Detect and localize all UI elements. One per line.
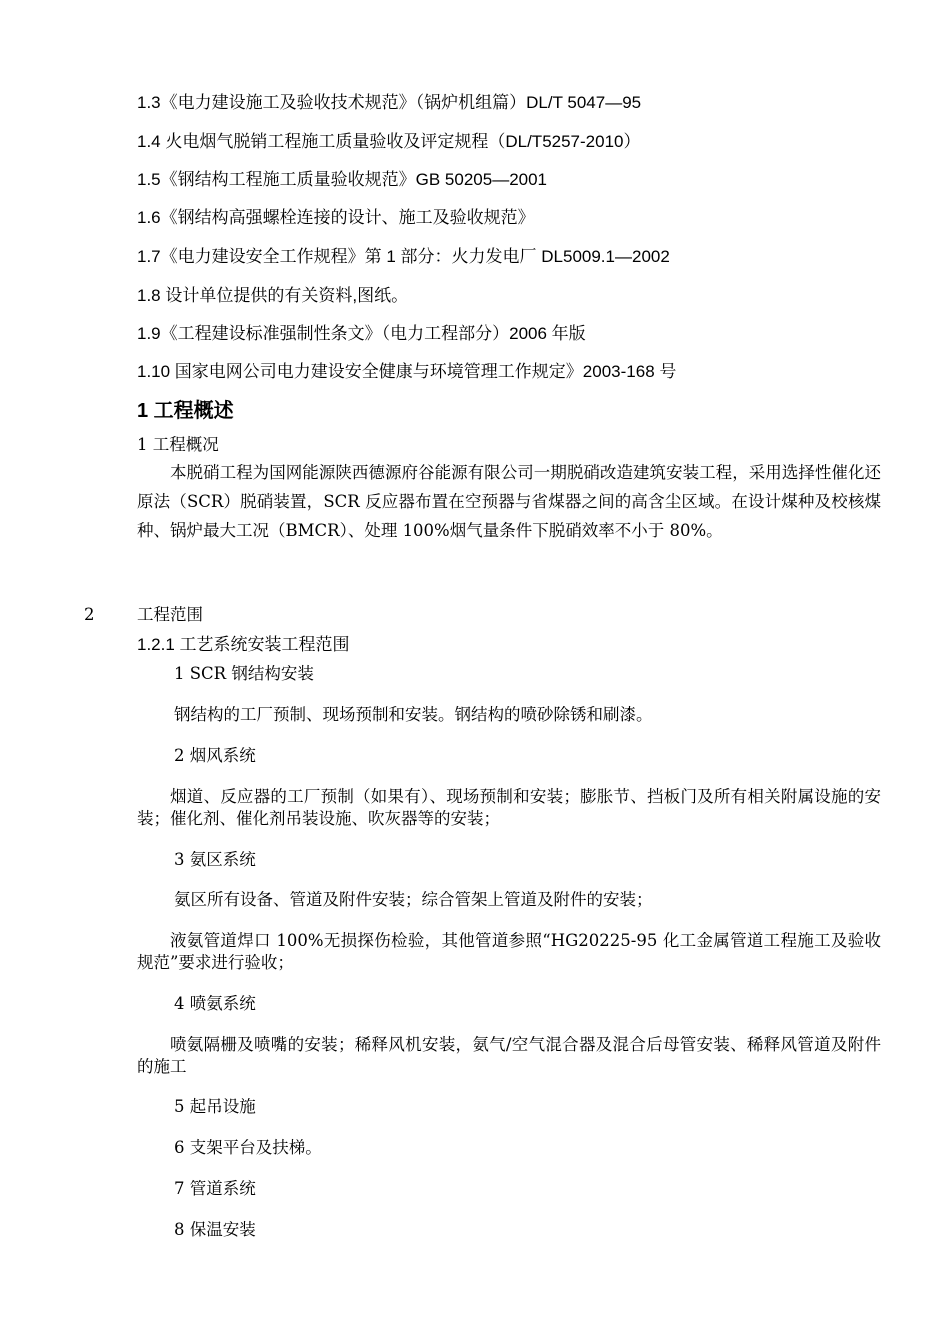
reference-item: 1.3《电力建设施工及验收技术规范》（锅炉机组篇）DL/T 5047—95 <box>137 93 642 112</box>
section-heading-overview: 1 工程概述 <box>137 400 234 422</box>
scope-item-title: 4 喷氨系统 <box>174 994 256 1013</box>
section-title-scope: 工程范围 <box>137 605 203 624</box>
scope-item-title: 6 支架平台及扶梯。 <box>174 1138 322 1157</box>
scope-item-title: 3 氨区系统 <box>174 850 256 869</box>
reference-item: 1.10 国家电网公司电力建设安全健康与环境管理工作规定》2003-168 号 <box>137 362 677 381</box>
scope-item-body: 钢结构的工厂预制、现场预制和安装。钢结构的喷砂除锈和刷漆。 <box>174 705 653 724</box>
scope-item-title: 5 起吊设施 <box>174 1097 256 1116</box>
reference-item: 1.8 设计单位提供的有关资料,图纸。 <box>137 286 409 305</box>
scope-item-body: 液氨管道焊口 100%无损探伤检验，其他管道参照“HG20225-95 化工金属管道工程施工及验收规范”要求进行验收； <box>137 931 881 972</box>
scope-item-body: 烟道、反应器的工厂预制（如果有）、现场预制和安装；膨胀节、挡板门及所有相关附属设施的安装；催化剂、催化剂吊装设施、吹灰器等的安装； <box>137 787 881 828</box>
reference-item: 1.5《钢结构工程施工质量验收规范》GB 50205—2001 <box>137 170 548 189</box>
reference-item: 1.4 火电烟气脱销工程施工质量验收及评定规程（DL/T5257-2010） <box>137 132 641 151</box>
scope-item-body: 喷氨隔栅及喷嘴的安装；稀释风机安装，氨气/空气混合器及混合后母管安装、稀释风管道及附件的施工 <box>137 1035 881 1076</box>
subsection-heading-overview: 1 工程概况 <box>137 435 219 454</box>
subsection-heading-scope: 1.2.1 工艺系统安装工程范围 <box>137 635 350 654</box>
scope-item-title: 1 SCR 钢结构安装 <box>174 664 314 683</box>
scope-item-title: 8 保温安装 <box>174 1220 256 1239</box>
scope-item-body: 氨区所有设备、管道及附件安装；综合管架上管道及附件的安装； <box>174 890 653 909</box>
reference-item: 1.7《电力建设安全工作规程》第 1 部分：火力发电厂 DL5009.1—2002 <box>137 247 670 266</box>
reference-item: 1.6《钢结构高强螺栓连接的设计、施工及验收规范》 <box>137 208 535 227</box>
reference-item: 1.9《工程建设标准强制性条文》（电力工程部分）2006 年版 <box>137 324 586 343</box>
scope-item-title: 7 管道系统 <box>174 1179 256 1198</box>
scope-item-title: 2 烟风系统 <box>174 746 256 765</box>
section-number-scope: 2 <box>84 605 95 624</box>
overview-paragraph: 本脱硝工程为国网能源陕西德源府谷能源有限公司一期脱硝改造建筑安装工程，采用选择性催化还原法（SCR）脱硝装置，SCR 反应器布置在空预器与省煤器之间的高含尘区域。在设计煤种及校核煤种、锅炉最大工况（BMCR）、处理 100%烟气量条件下脱硝效率不小于 80%。 <box>137 463 881 540</box>
